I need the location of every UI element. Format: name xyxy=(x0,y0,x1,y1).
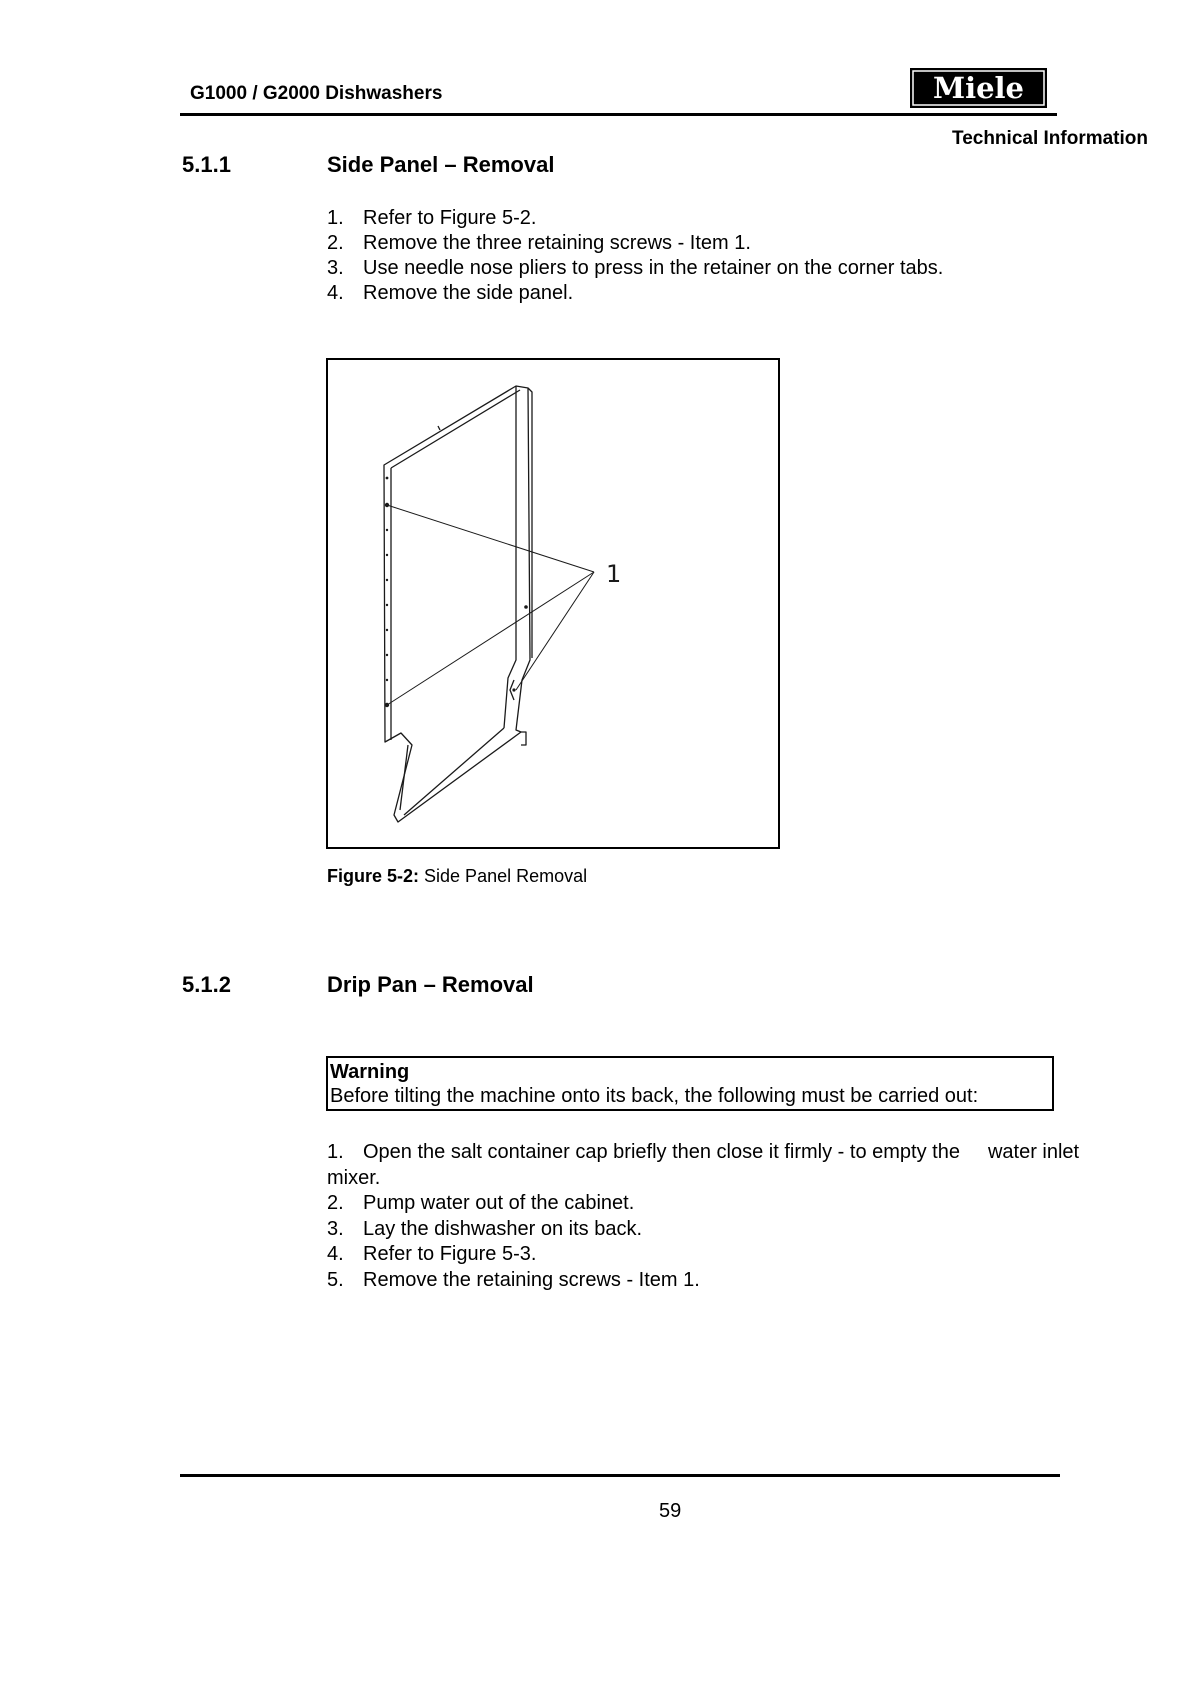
section-number-512: 5.1.2 xyxy=(182,972,231,997)
list-item: 2. Pump water out of the cabinet. xyxy=(327,1192,635,1214)
figure-5-2 xyxy=(326,358,780,849)
list-item: 1. Refer to Figure 5-2. xyxy=(327,207,537,229)
steps-list-512 xyxy=(327,1140,1157,1293)
section-title-511: Side Panel – Removal xyxy=(327,152,555,177)
list-item: 3. Lay the dishwasher on its back. xyxy=(327,1217,643,1240)
miele-logo xyxy=(910,68,1047,108)
section-title-512: Drip Pan – Removal xyxy=(327,972,534,997)
figure-caption xyxy=(327,866,587,887)
document-header-title: G1000 / G2000 Dishwashers xyxy=(190,83,443,104)
page-number: 59 xyxy=(659,1500,682,1522)
footer-rule xyxy=(180,1474,1060,1477)
section-label: Technical Information xyxy=(952,128,1149,149)
warning-text: Before tilting the machine onto its back, the following must be carried out: xyxy=(330,1085,979,1107)
list-item: 1. Open the salt container cap briefly then close it firmly - to empty the water inlet mixer. xyxy=(327,1141,1080,1189)
callout-label: 1 xyxy=(606,560,622,588)
caption-label: Figure 5-2: xyxy=(327,866,420,886)
steps-list-511 xyxy=(327,206,943,306)
list-item: 5. Remove the retaining screws - Item 1. xyxy=(327,1268,700,1291)
logo-text: Miele xyxy=(932,71,1025,105)
list-item: 3. Use needle nose pliers to press in the retainer on the corner tabs. xyxy=(327,257,944,279)
section-number-511: 5.1.1 xyxy=(182,152,231,177)
list-item: 2. Remove the three retaining screws - Item 1. xyxy=(327,232,751,254)
caption-text: Side Panel Removal xyxy=(424,866,588,886)
warning-title: Warning xyxy=(330,1061,410,1083)
side-panel-drawing xyxy=(328,360,778,847)
list-item: 4. Refer to Figure 5-3. xyxy=(327,1243,537,1265)
header-rule xyxy=(180,113,1057,116)
warning-box xyxy=(326,1056,1054,1111)
list-item: 4. Remove the side panel. xyxy=(327,282,574,304)
